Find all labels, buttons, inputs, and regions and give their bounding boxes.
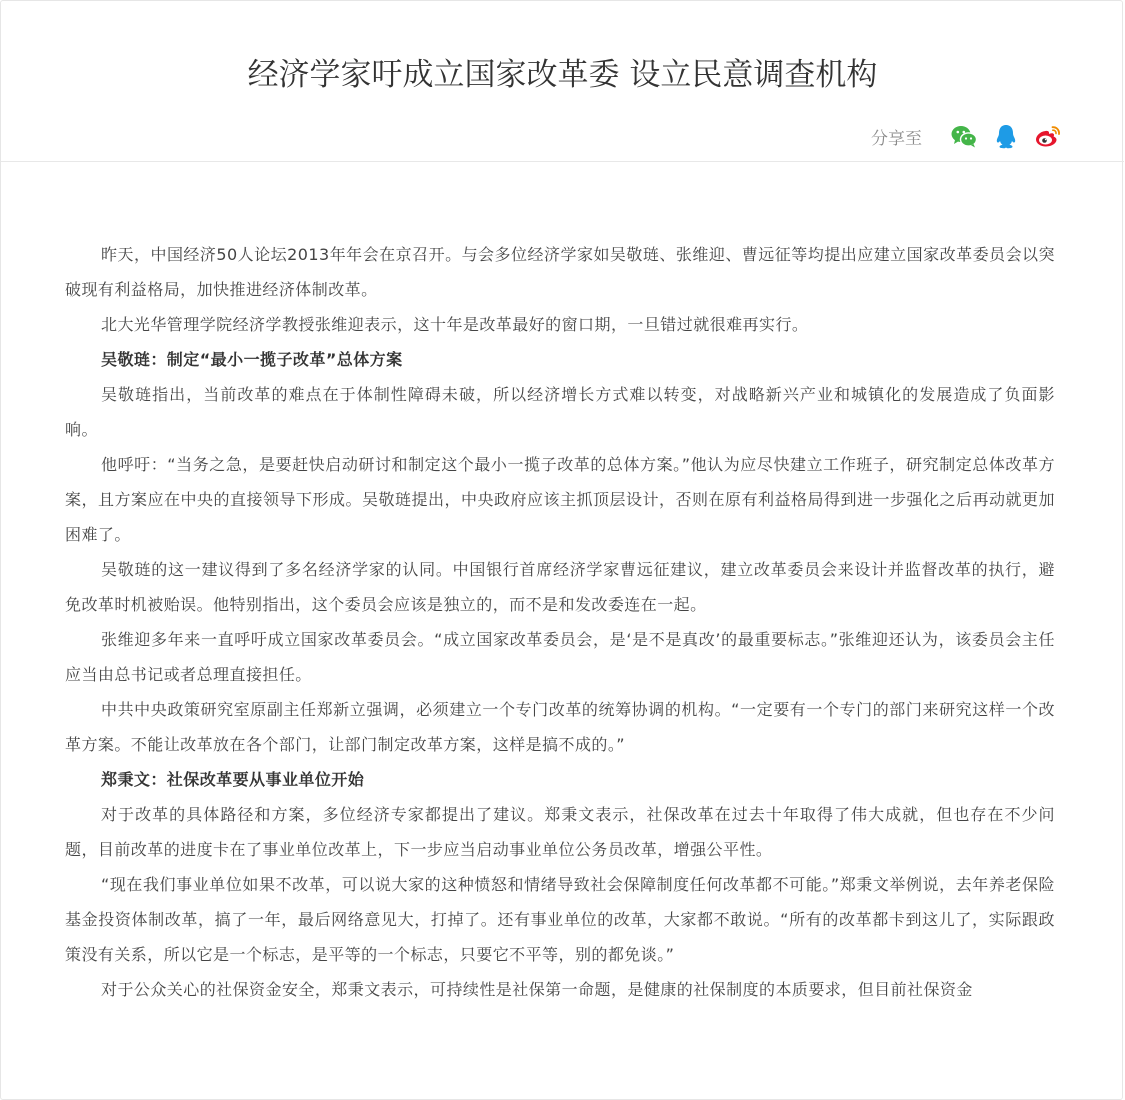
article-paragraph: 北大光华管理学院经济学教授张维迎表示，这十年是改革最好的窗口期，一旦错过就很难再实行。: [101, 315, 809, 334]
share-label: 分享至: [871, 128, 922, 149]
article-paragraph: 吴敬琏指出，当前改革的难点在于体制性障碍未破，所以经济增长方式难以转变，对战略新兴产业和城镇化的发展造成了负面影响。: [65, 385, 1055, 439]
wechat-icon[interactable]: [950, 123, 978, 149]
qq-icon[interactable]: [992, 123, 1020, 149]
section-heading: 吴敬琏：制定“最小一揽子改革”总体方案: [101, 350, 403, 369]
share-bar: [871, 121, 1062, 151]
section-heading: 郑秉文：社保改革要从事业单位开始: [101, 770, 365, 789]
weibo-icon[interactable]: [1034, 123, 1062, 149]
article-paragraph: 对于改革的具体路径和方案，多位经济专家都提出了建议。郑秉文表示，社保改革在过去十年取得了伟大成就，但也存在不少问题，目前改革的进度卡在了事业单位改革上，下一步应当启动事业单位公务员改革，增强公平性。: [65, 805, 1055, 859]
article-paragraph: 对于公众关心的社保资金安全，郑秉文表示，可持续性是社保第一命题，是健康的社保制度的本质要求，但目前社保资金: [101, 980, 973, 999]
article-title: 经济学家吁成立国家改革委 设立民意调查机构: [247, 57, 878, 93]
article-paragraph: 吴敬琏的这一建议得到了多名经济学家的认同。中国银行首席经济学家曹远征建议，建立改革委员会来设计并监督改革的执行，避免改革时机被贻误。他特别指出，这个委员会应该是独立的，而不是和发改委连在一起。: [65, 560, 1055, 614]
article-body: [65, 237, 1055, 1007]
article-paragraph: 张维迎多年来一直呼吁成立国家改革委员会。“成立国家改革委员会，是‘是不是真改’的最重要标志。”张维迎还认为，该委员会主任应当由总书记或者总理直接担任。: [65, 630, 1055, 684]
article-paragraph: “现在我们事业单位如果不改革，可以说大家的这种愤怒和情绪导致社会保障制度任何改革都不可能。”郑秉文举例说，去年养老保险基金投资体制改革，搞了一年，最后网络意见大，打掉了。还有事业单位的改革，大家都不敢说。“所有的改革都卡到这儿了，实际跟政策没有关系，所以它是一个标志，是平等的一个标志，只要它不平等，别的都免谈。”: [65, 875, 1055, 964]
article-header: [1, 1, 1124, 162]
article-paragraph: 昨天，中国经济50人论坛2013年年会在京召开。与会多位经济学家如吴敬琏、张维迎、曹远征等均提出应建立国家改革委员会以突破现有利益格局，加快推进经济体制改革。: [65, 245, 1055, 299]
article-paragraph: 他呼吁：“当务之急，是要赶快启动研讨和制定这个最小一揽子改革的总体方案。”他认为应尽快建立工作班子，研究制定总体改革方案，且方案应在中央的直接领导下形成。吴敬琏提出，中央政府应该主抓顶层设计，否则在原有利益格局得到进一步强化之后再动就更加困难了。: [65, 455, 1055, 544]
article-paragraph: 中共中央政策研究室原副主任郑新立强调，必须建立一个专门改革的统筹协调的机构。“一定要有一个专门的部门来研究这样一个改革方案。不能让改革放在各个部门，让部门制定改革方案，这样是搞不成的。”: [65, 700, 1055, 754]
